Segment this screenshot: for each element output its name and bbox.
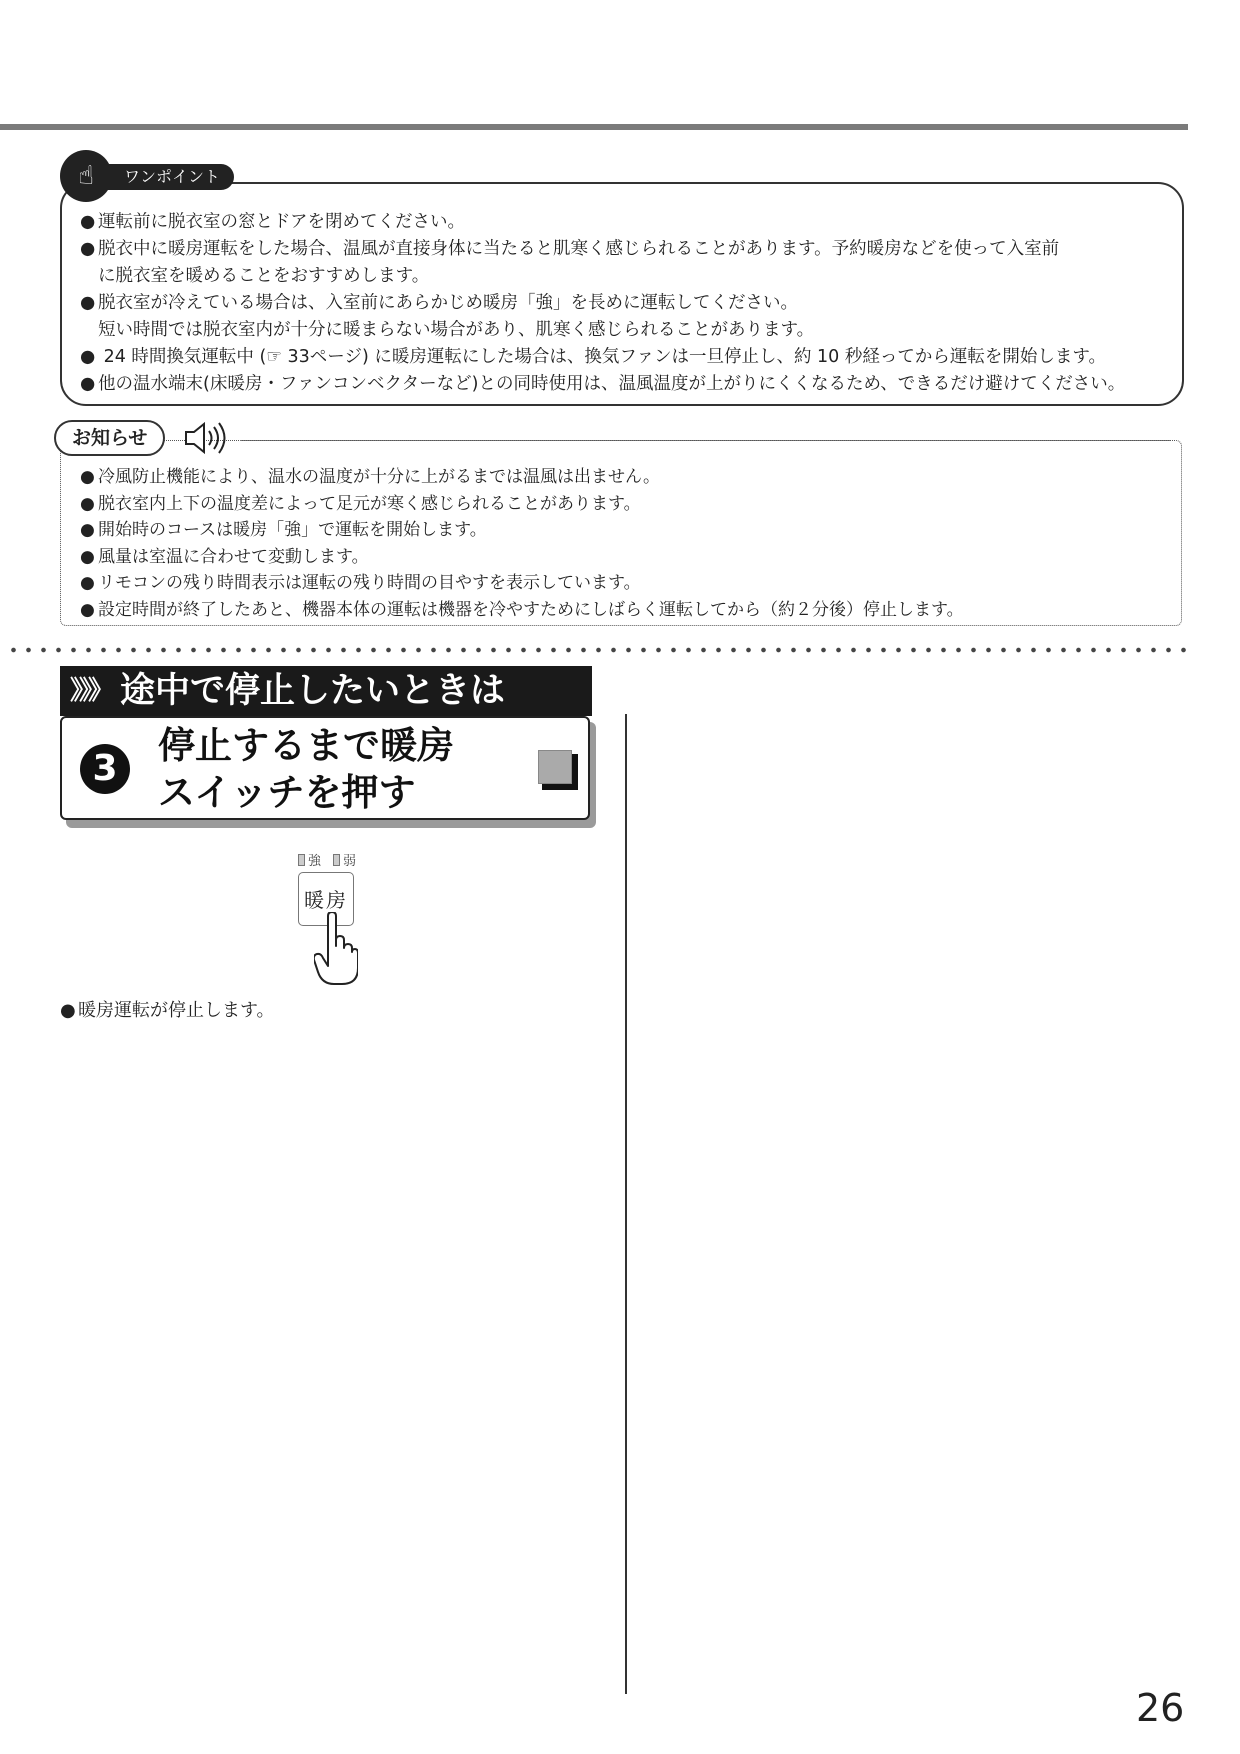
remote-illustration [294,850,374,986]
section-title-text: 途中で停止したいときは [120,671,506,711]
indicator-strong: 強 [308,854,322,869]
pointing-hand-icon: ☝ [60,150,112,202]
column-divider [625,714,627,1694]
indicator-lamp-icon [333,854,340,866]
list-item: ● 脱衣室が冷えている場合は、入室前にあらかじめ暖房「強」を長めに運転してください。 短い時間では脱衣室内が十分に暖まらない場合があり、肌寒く感じられることがあります。 [80,293,815,340]
step-instruction [158,722,454,816]
indicator-lamp-icon [298,854,305,866]
indicator-labels [298,850,356,869]
step-box [60,716,590,820]
list-item: ● 脱衣中に暖房運転をした場合、温風が直接身体に当たると肌寒く感じられることがあります。予約暖房などを使って入室前 に脱衣室を暖めることをおすすめします。 [80,239,1060,286]
list-item: ● 風量は室温に合わせて変動します。 [80,546,369,567]
square-marker-icon [538,750,572,784]
list-item: ● 他の温水端末(床暖房・ファンコンベクターなど)との同時使用は、温風温度が上がりにくくなるため、できるだけ避けてください。 [80,374,1126,394]
dotted-separator [6,647,1194,653]
notice-title: お知らせ [54,420,165,456]
pressing-hand-icon [314,912,358,986]
header-rule [0,124,1188,130]
step-line-1: 停止するまで暖房 [158,724,454,767]
speaker-icon [182,420,228,456]
chevron-right-icon: 》》》 [70,676,111,706]
result-text: ● 暖房運転が停止します。 [60,1000,275,1021]
indicator-weak: 弱 [343,854,357,869]
list-item: ● 脱衣室内上下の温度差によって足元が寒く感じられることがあります。 [80,493,641,514]
page-number: 26 [1136,1686,1185,1730]
step-line-2: スイッチを押す [158,771,416,814]
step-number: 3 [80,744,130,794]
notice-list [80,464,1180,623]
heating-button[interactable]: 暖房 [298,872,354,926]
section-title [60,666,592,716]
list-item: ● 運転前に脱衣室の窓とドアを閉めてください。 [80,212,465,232]
list-item: ● 設定時間が終了したあと、機器本体の運転は機器を冷やすためにしばらく運転してから（約２分後）停止します。 [80,599,964,620]
list-item: ● 開始時のコースは暖房「強」で運転を開始します。 [80,520,487,540]
list-item: ● 冷風防止機能により、温水の温度が十分に上がるまでは温風は出ません。 [80,467,661,487]
one-point-list [80,209,1180,398]
notice-divider [240,440,1170,441]
list-item: ● 24 時間換気運転中 (☞ 33ページ) に暖房運転にした場合は、換気ファンは一旦停止し、約 10 秒経ってから運転を開始します。 [80,347,1106,367]
list-item: ● リモコンの残り時間表示は運転の残り時間の目やすを表示しています。 [80,573,641,593]
one-point-title: ワンポイント [100,164,234,190]
